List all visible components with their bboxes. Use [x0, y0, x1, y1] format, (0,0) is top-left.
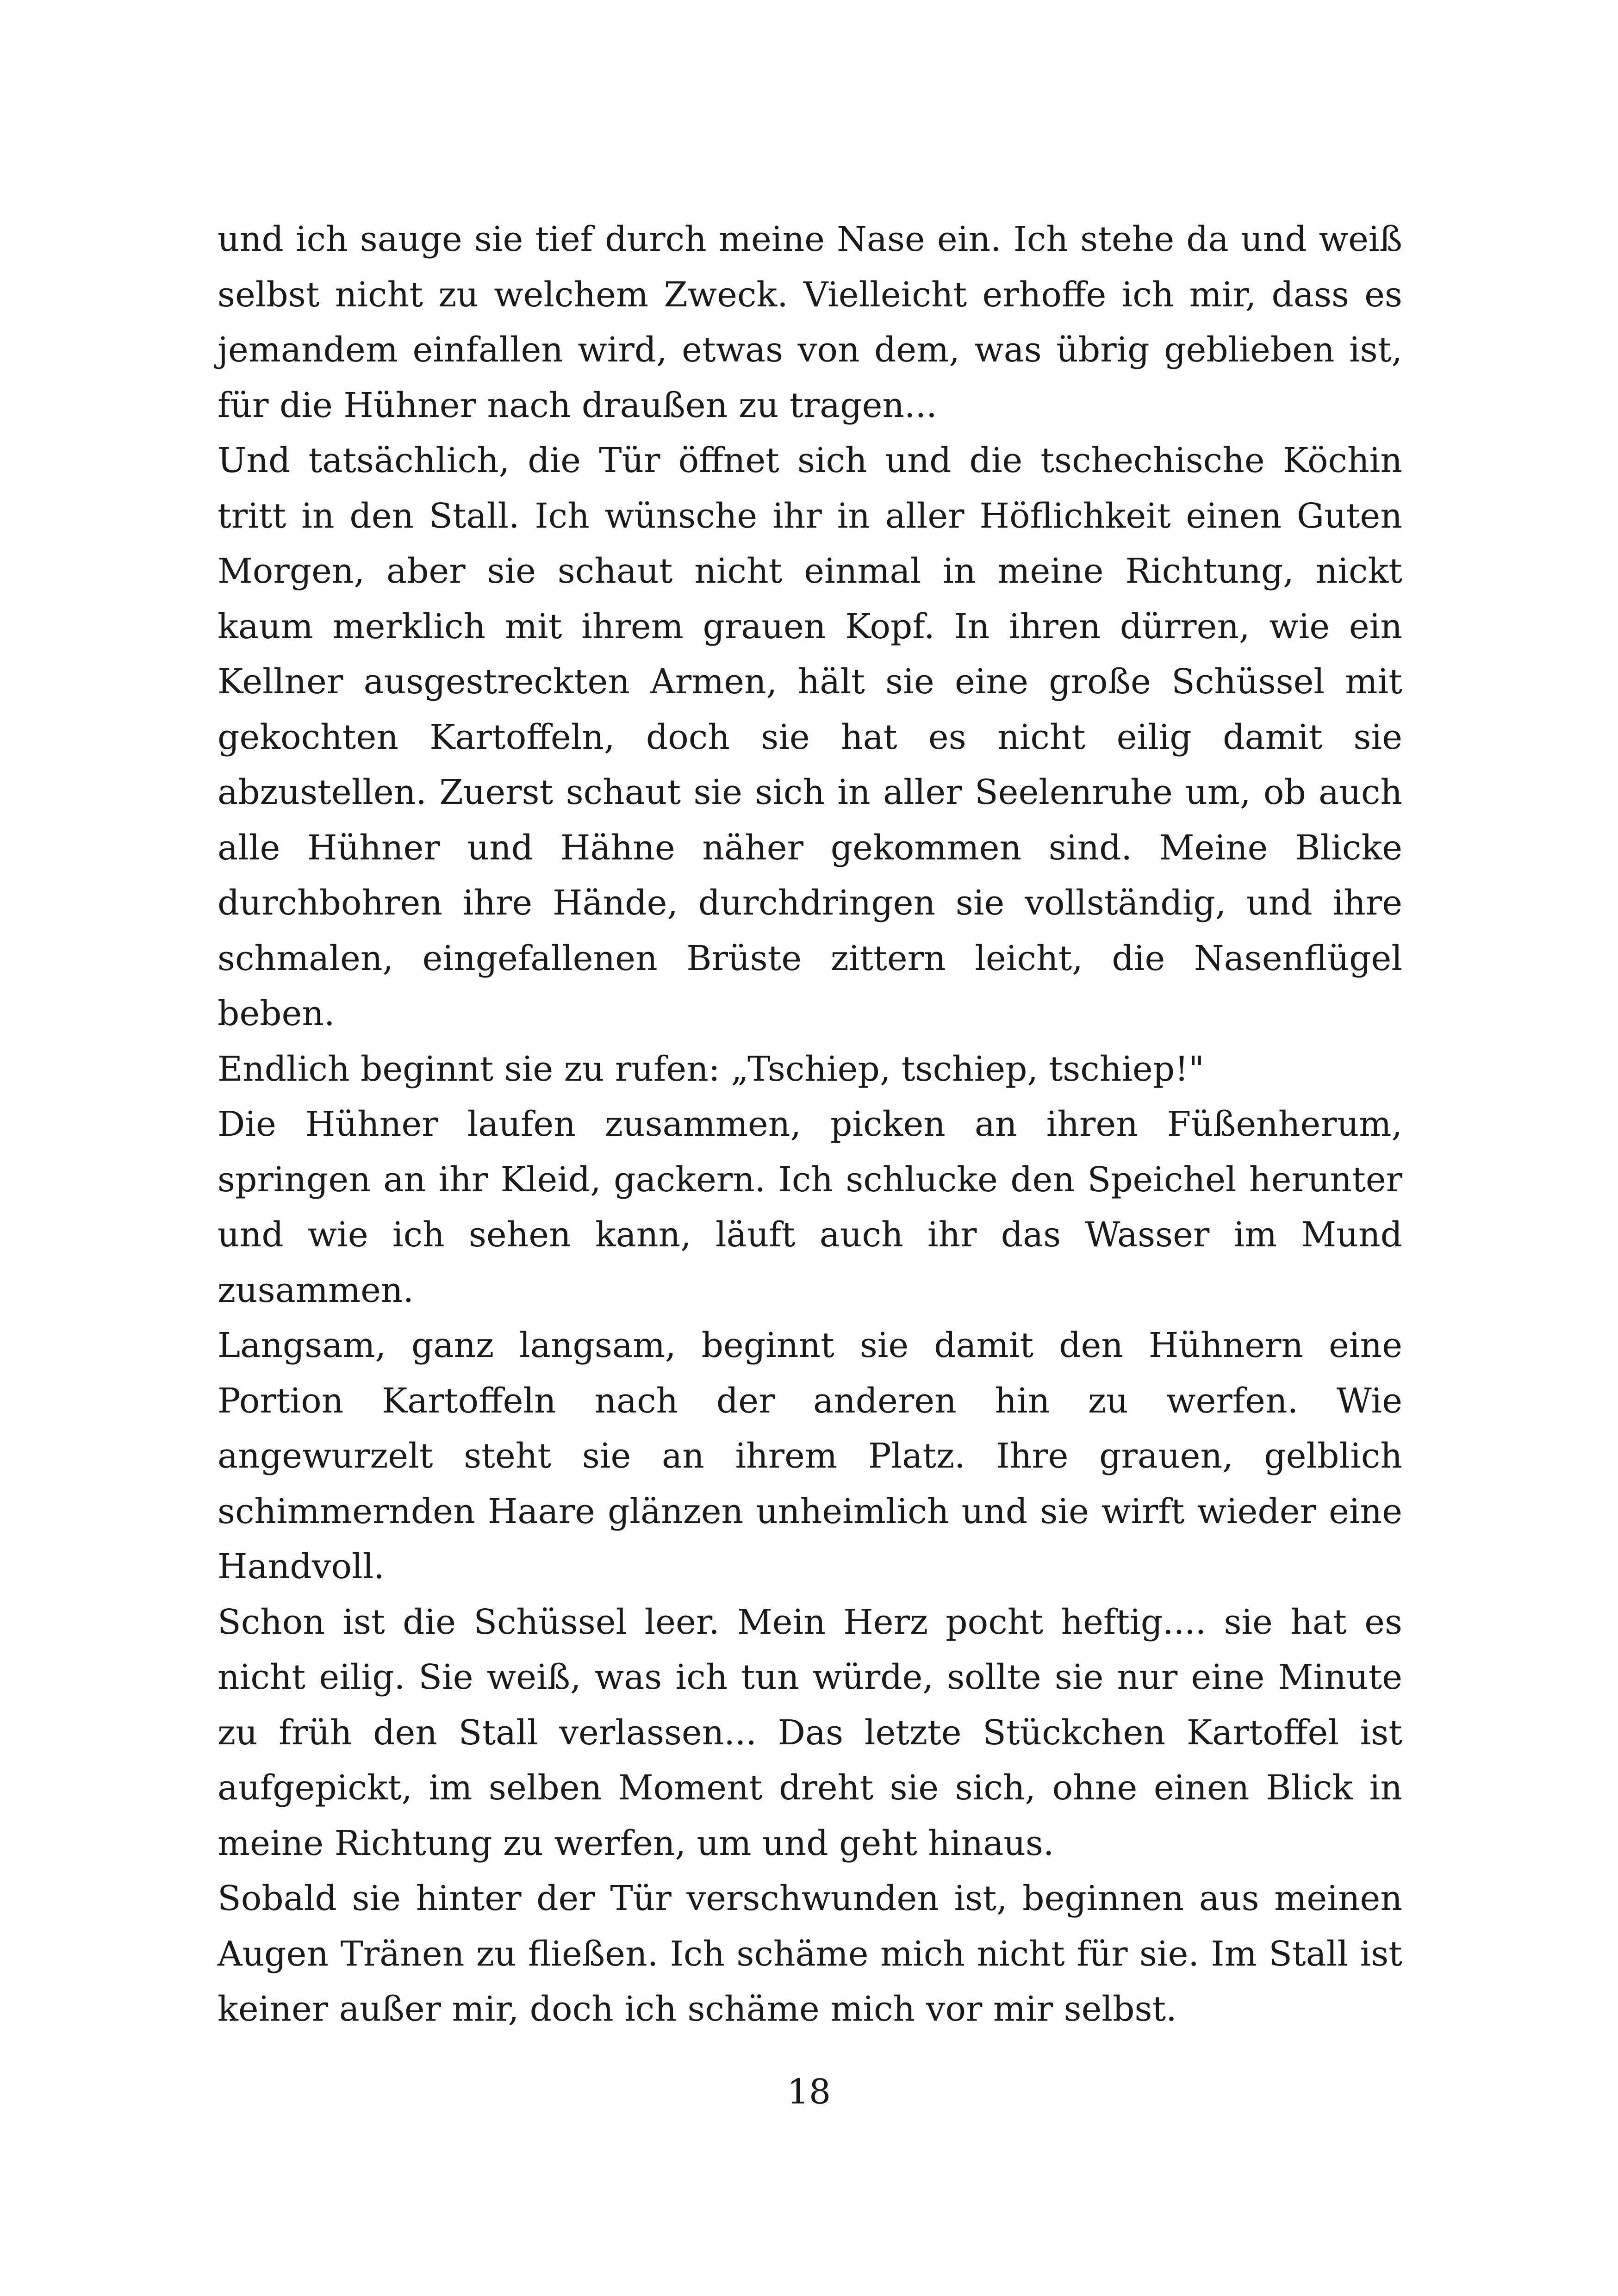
paragraph: und ich sauge sie tief durch meine Nase ein. Ich stehe da und weiß selbst nicht zu welchem Zweck. Vielleicht erhoffe ich mir, dass es jemandem einfallen wird, etwas von dem, was übrig geblieben ist, für die Hühner nach draußen zu tragen...	[218, 219, 1402, 425]
paragraph: Die Hühner laufen zusammen, picken an ihren Füßenherum, springen an ihr Kleid, gackern. Ich schlucke den Speichel herunter und wie ich sehen kann, läuft auch ihr das Wasser im Mund zusammen.	[218, 1104, 1402, 1310]
page-number: 18	[787, 2072, 831, 2112]
paragraph: Langsam, ganz langsam, beginnt sie damit den Hühnern eine Portion Kartoffeln nach der anderen hin zu werfen. Wie angewurzelt steht sie an ihrem Platz. Ihre grauen, gelblich schimmernden Haare glänzen unheimlich und sie wirft wieder eine Handvoll.	[218, 1325, 1402, 1587]
body-text	[218, 212, 1402, 2037]
paragraph: Schon ist die Schüssel leer. Mein Herz pocht heftig.... sie hat es nicht eilig. Sie weiß, was ich tun würde, sollte sie nur eine Minute zu früh den Stall verlassen... Das letzte Stückchen Kartoffel ist aufgepickt, im selben Moment dreht sie sich, ohne einen Blick in meine Richtung zu werfen, um und geht hinaus.	[218, 1602, 1402, 1863]
paragraph: Und tatsächlich, die Tür öffnet sich und die tschechische Köchin tritt in den Stall. Ich wünsche ihr in aller Höflichkeit einen Guten Morgen, aber sie schaut nicht einmal in meine Richtung, nickt kaum merklich mit ihrem grauen Kopf. In ihren dürren, wie ein Kellner ausgestreckten Armen, hält sie eine große Schüssel mit gekochten Kartoffeln, doch sie hat es nicht eilig damit sie abzustellen. Zuerst schaut sie sich in aller Seelenruhe um, ob auch alle Hühner und Hähne näher gekommen sind. Meine Blicke durchbohren ihre Hände, durchdringen sie vollständig, und ihre schmalen, eingefallenen Brüste zittern leicht, die Nasenflügel beben.	[218, 441, 1402, 1033]
paragraph: Endlich beginnt sie zu rufen: „Tschiep, tschiep, tschiep!"	[218, 1049, 1204, 1089]
paragraph: Sobald sie hinter der Tür verschwunden ist, beginnen aus meinen Augen Tränen zu fließen. Ich schäme mich nicht für sie. Im Stall ist keiner außer mir, doch ich schäme mich vor mir selbst.	[218, 1879, 1402, 2029]
